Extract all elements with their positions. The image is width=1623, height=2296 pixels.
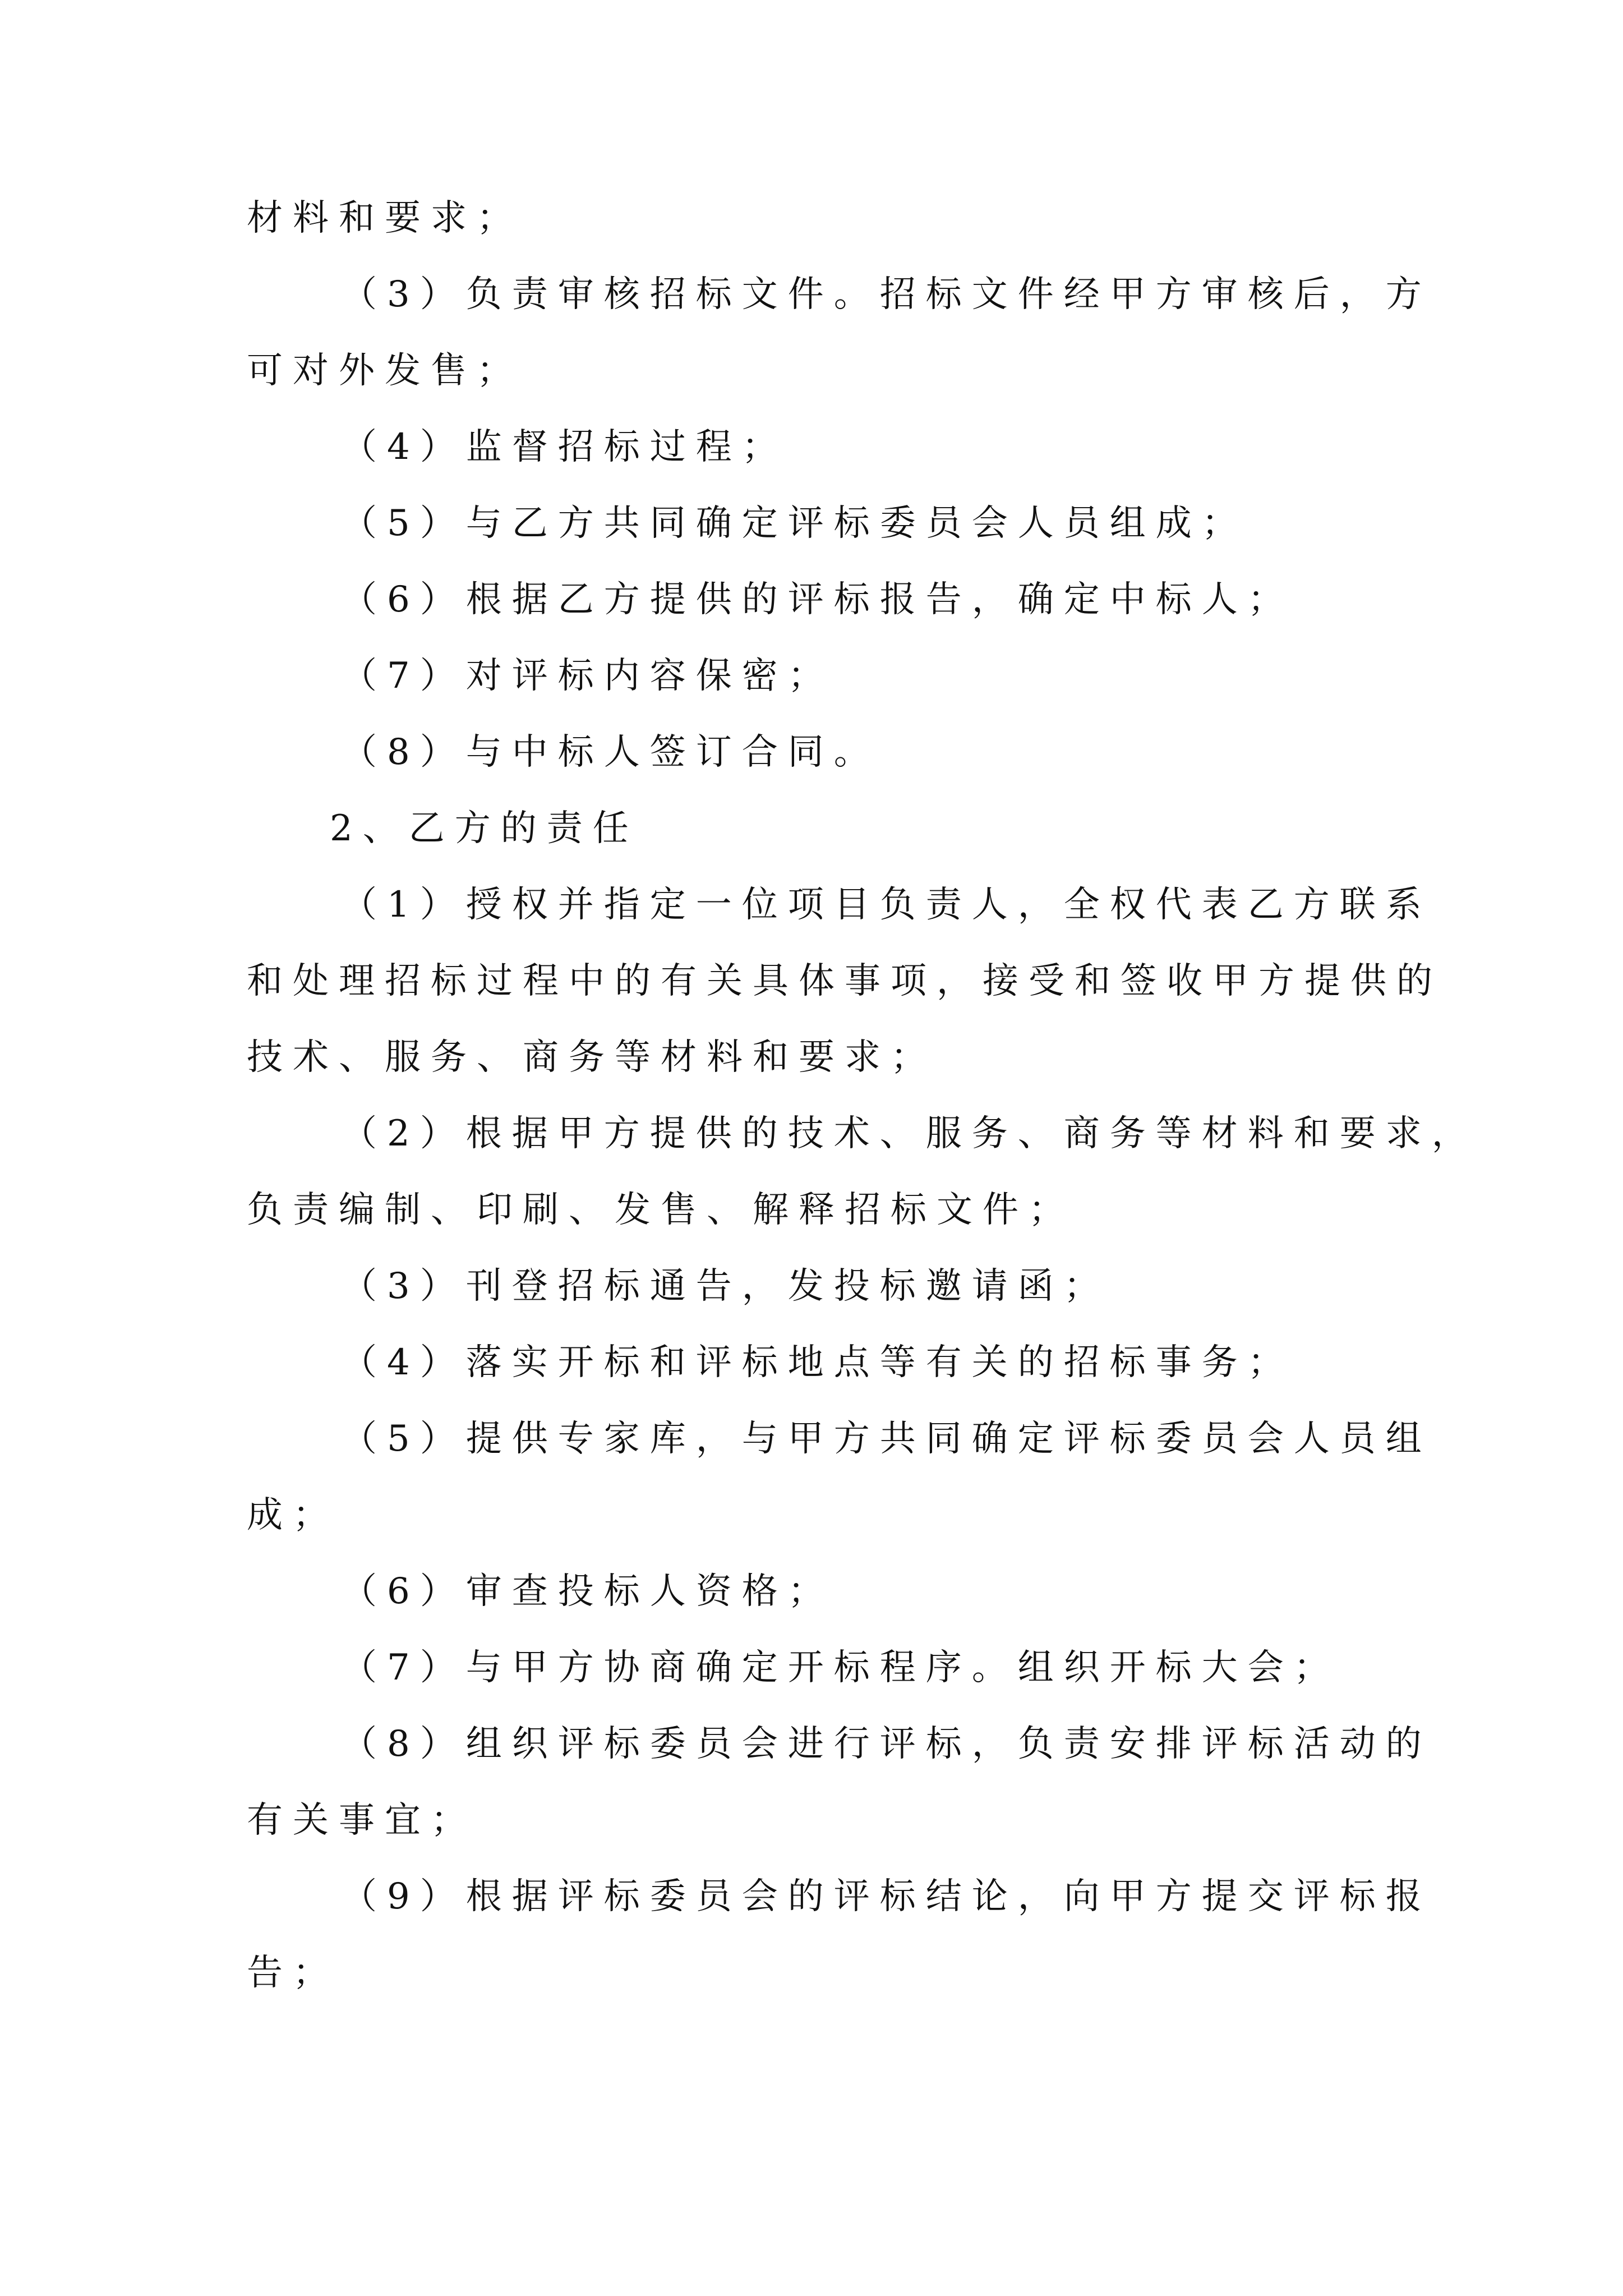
text-line-continuation: 和处理招标过程中的有关具体事项，接受和签收甲方提供的	[247, 960, 1442, 1002]
list-item-a6: （6）根据乙方提供的评标报告，确定中标人；	[341, 579, 1294, 620]
text-line-continuation: 告；	[247, 1952, 339, 1994]
list-item-b8: （8）组织评标委员会进行评标，负责安排评标活动的	[341, 1723, 1432, 1765]
text-line-continuation: 负责编制、印刷、发售、解释招标文件；	[247, 1189, 1075, 1231]
list-item-b6: （6）审查投标人资格；	[341, 1571, 834, 1612]
text-line-continuation: 可对外发售；	[247, 350, 523, 392]
list-item-b3: （3）刊登招标通告，发投标邀请函；	[341, 1266, 1110, 1307]
list-item-b9: （9）根据评标委员会的评标结论，向甲方提交评标报	[341, 1876, 1432, 1917]
list-item-b5: （5）提供专家库，与甲方共同确定评标委员会人员组	[341, 1418, 1432, 1460]
text-line-continuation: 有关事宜；	[247, 1800, 477, 1841]
list-item-a7: （7）对评标内容保密；	[341, 655, 834, 697]
list-item-a8: （8）与中标人签订合同。	[341, 731, 880, 773]
text-line-continuation: 成；	[247, 1494, 339, 1536]
list-item-b1: （1）授权并指定一位项目负责人，全权代表乙方联系	[341, 884, 1432, 926]
list-item-a3: （3）负责审核招标文件。招标文件经甲方审核后，方	[341, 274, 1432, 315]
list-item-b7: （7）与甲方协商确定开标程序。组织开标大会；	[341, 1647, 1340, 1688]
list-item-a5: （5）与乙方共同确定评标委员会人员组成；	[341, 503, 1248, 544]
text-line-continuation: 材料和要求；	[247, 197, 523, 239]
document-body	[247, 197, 1478, 2030]
list-item-b2: （2）根据甲方提供的技术、服务、商务等材料和要求，	[341, 1113, 1478, 1154]
list-item-a4: （4）监督招标过程；	[341, 426, 788, 468]
text-line-continuation: 技术、服务、商务等材料和要求；	[247, 1037, 937, 1078]
section-heading: 2、乙方的责任	[330, 808, 639, 849]
list-item-b4: （4）落实开标和评标地点等有关的招标事务；	[341, 1342, 1294, 1383]
